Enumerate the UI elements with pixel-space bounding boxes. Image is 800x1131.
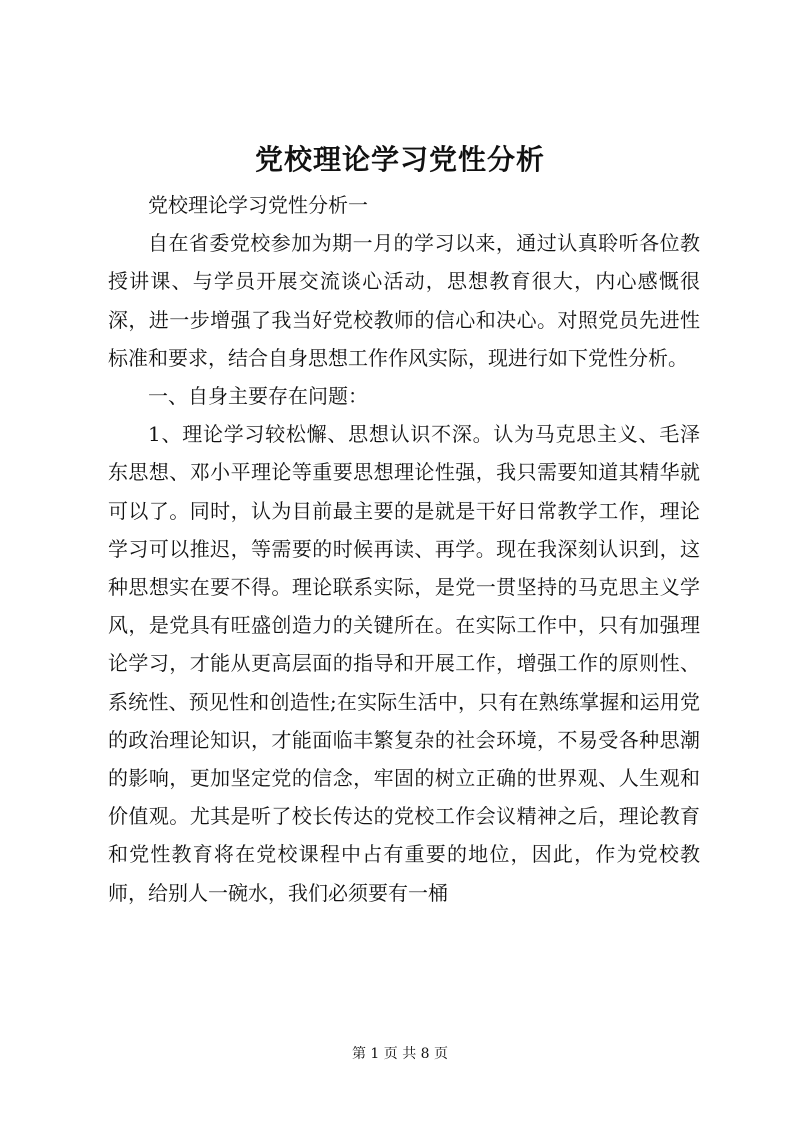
document-body <box>108 186 700 912</box>
document-title: 党校理论学习党性分析 <box>254 143 545 176</box>
subsection-heading: 一、自身主要存在问题： <box>148 384 368 409</box>
page-footer: 第 1 页 共 8 页 <box>351 1046 449 1062</box>
body-paragraph: 1、理论学习较松懈、思想认识不深。认为马克思主义、毛泽东思想、邓小平理论等重要思想理论性强，我只需要知道其精华就可以了。同时，认为目前最主要的是就是干好日常教学工作，理论学习可以推迟，等需要的时候再读、再学。现在我深刻认识到，这种思想实在要不得。理论联系实际，是党一贯坚持的马克思主义学风，是党具有旺盛创造力的关键所在。在实际工作中，只有加强理论学习，才能从更高层面的指导和开展工作，增强工作的原则性、系统性、预见性和创造性;在实际生活中，只有在熟练掌握和运用党的政治理论知识，才能面临丰繁复杂的社会环境，不易受各种思潮的影响，更加坚定党的信念，牢固的树立正确的世界观、人生观和价值观。尤其是听了校长传达的党校工作会议精神之后，理论教育和党性教育将在党校课程中占有重要的地位，因此，作为党校教师，给别人一碗水，我们必须要有一桶 <box>108 422 700 905</box>
section-heading: 党校理论学习党性分析一 <box>148 193 368 217</box>
body-paragraph: 自在省委党校参加为期一月的学习以来，通过认真聆听各位教授讲课、与学员开展交流谈心活动，思想教育很大，内心感慨很深，进一步增强了我当好党校教师的信心和决心。对照党员先进性标准和要求，结合自身思想工作作风实际，现进行如下党性分析。 <box>108 231 700 370</box>
